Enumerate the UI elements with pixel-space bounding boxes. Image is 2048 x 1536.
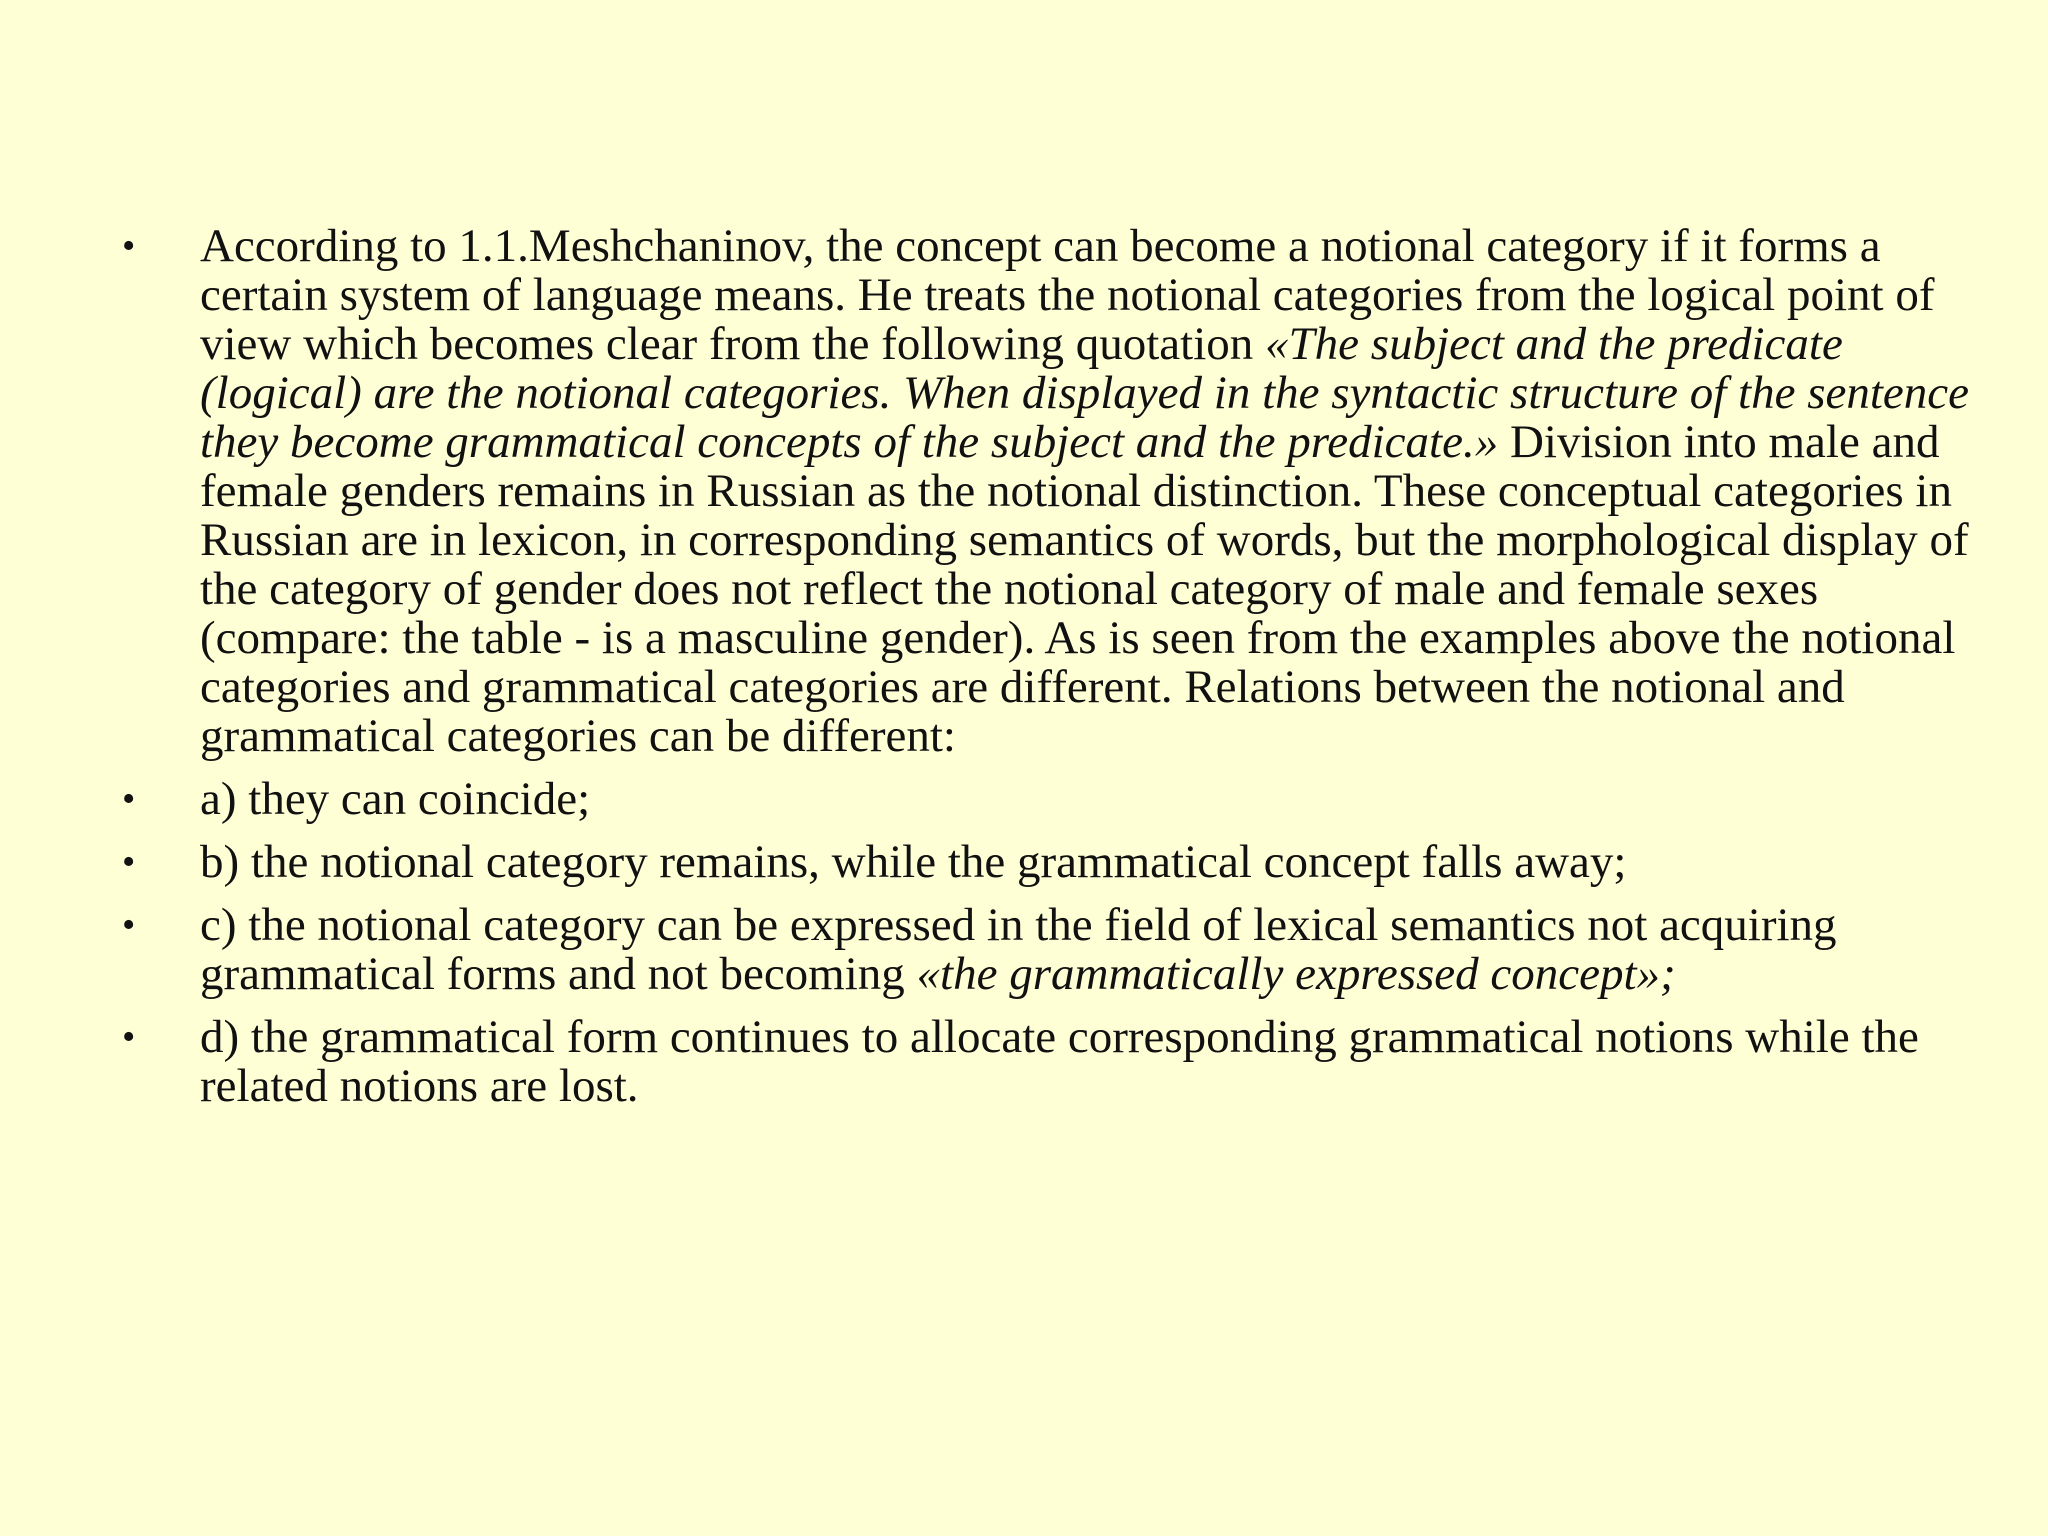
- bullet-icon: •: [122, 225, 136, 267]
- italic-quotation: «the grammatically expressed concept»;: [916, 948, 1676, 1000]
- bullet-item-a: [110, 775, 1990, 824]
- paragraph-text-continued: Division into male and female genders remains in Russian as the notional distinction. These conceptual categories in Russian are in lexicon, in corresponding semantics of words, but the morphological display of the category of gender does not reflect the notional category of male and female sexes (compare: the table - is a masculine gender). As is seen from the examples above the notional categories and grammatical categories are different. Relations between the notional and grammatical categories can be different:: [200, 416, 1969, 762]
- italic-quotation: «The subject and the predicate (logical) are the notional categories. When displayed in the syntactic structure of the sentence they become grammatical concepts of the subject and the predicate.»: [200, 318, 1970, 468]
- bullet-list: [110, 222, 1990, 1125]
- bullet-item-c: [110, 901, 1990, 999]
- bullet-icon: •: [122, 904, 136, 946]
- item-text: d) the grammatical form continues to allocate corresponding grammatical notions while the related notions are lost.: [200, 1011, 1919, 1112]
- bullet-icon: •: [122, 1016, 136, 1058]
- bullet-item-meshchaninov: [110, 222, 1990, 761]
- item-text: b) the notional category remains, while the grammatical concept falls away;: [200, 836, 1627, 888]
- bullet-icon: •: [122, 841, 136, 883]
- bullet-item-d: [110, 1013, 1990, 1111]
- item-text: a) they can coincide;: [200, 773, 591, 825]
- item-text: c) the notional category can be expressed in the field of lexical semantics not acquiring grammatical forms and not becoming: [200, 899, 1837, 1000]
- bullet-icon: •: [122, 778, 136, 820]
- bullet-item-b: [110, 838, 1990, 887]
- paragraph-text: According to 1.1.Meshchaninov, the concept can become a notional category if it forms a certain system of language means. He treats the notional categories from the logical point of view which becomes clear from the following quotation: [200, 220, 1935, 370]
